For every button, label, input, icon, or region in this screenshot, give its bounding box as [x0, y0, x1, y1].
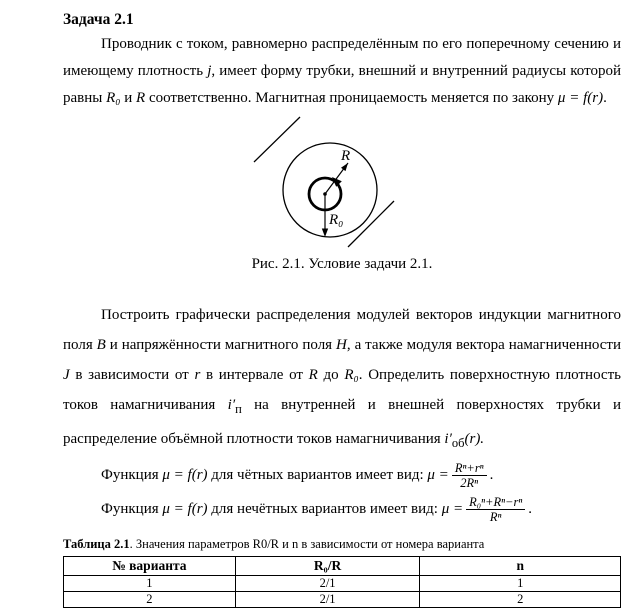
table-row	[64, 576, 621, 592]
table-header-variant: № варианта	[64, 557, 236, 576]
text-run: Функция	[101, 501, 163, 517]
math-var-R: R	[136, 90, 146, 106]
text-run: Проводник с током, равномерно распределённым по его поперечному сечению и имеющему плотность	[63, 36, 621, 79]
math-expression-mu: μ = f(r)	[162, 467, 208, 483]
text-run: до	[317, 367, 345, 383]
table-caption-label: Таблица 2.1	[63, 537, 130, 551]
text-run: , а также модуля вектора намагниченности	[346, 337, 621, 353]
table-cell: 1	[64, 576, 236, 592]
table-header-row	[64, 557, 621, 576]
text-run: соответственно. Магнитная проницаемость меняется по закону	[145, 90, 558, 106]
paragraph-task	[63, 300, 621, 458]
label-R: R	[341, 148, 351, 164]
math-var-B: B	[96, 337, 106, 353]
text-run: и	[120, 90, 137, 106]
math-var-j: j	[207, 63, 212, 79]
variants-table	[63, 556, 621, 608]
fraction-denominator: 2Rⁿ	[460, 476, 479, 491]
math-var-R: R	[308, 367, 318, 383]
text-run: Построить графически распределения модулей векторов индукции магнитного поля	[63, 307, 621, 353]
text-run: и напряжённости магнитного поля	[105, 337, 337, 353]
figure-caption: Рис. 2.1. Условие задачи 2.1.	[251, 256, 433, 272]
math-var-H: H	[336, 337, 347, 353]
math-var-J: J	[63, 367, 70, 383]
figure-drawing	[238, 116, 428, 251]
table-caption	[63, 536, 621, 552]
formula-even-variants	[101, 458, 621, 492]
math-mu-equals: μ =	[441, 501, 464, 517]
math-var-r: r	[194, 367, 201, 383]
math-mu-equals: μ =	[427, 467, 449, 483]
text-run: в интервале от	[200, 367, 309, 383]
table-cell: 1	[420, 576, 621, 592]
math-var-i-volume: i′	[444, 431, 452, 447]
paragraph-problem-statement	[63, 31, 621, 112]
text-run: , имеет форму трубки, внешний и внутренний радиусы которой равны	[63, 63, 621, 106]
math-expression-mu: μ = f(r)	[557, 90, 604, 106]
text-run: для чётных вариантов имеет вид:	[207, 467, 428, 483]
text-run: для нечётных вариантов имеет вид:	[207, 501, 442, 517]
math-var-i-volume-arg: (r).	[464, 431, 485, 447]
math-var-i-surface: i′	[227, 397, 236, 413]
text-run: .	[603, 90, 607, 106]
text-run: .	[489, 467, 494, 483]
math-expression-mu: μ = f(r)	[162, 501, 208, 517]
table-caption-text: . Значения параметров R0/R и n в зависимости от номера варианта	[129, 537, 485, 551]
table-cell: 2	[420, 592, 621, 608]
math-sub-ob: об	[451, 436, 465, 450]
text-run: .	[528, 501, 533, 517]
table-row	[64, 592, 621, 608]
text-run: на внутренней и внешней поверхностях трубки и распределение объёмной плотности токов намагничивания	[63, 397, 621, 447]
fraction-numerator: Rⁿ+rⁿ	[452, 461, 487, 476]
table-header-n: n	[420, 557, 621, 576]
text-run: в зависимости от	[69, 367, 195, 383]
math-var-R0: R₀	[106, 90, 121, 106]
table-cell: 2/1	[235, 592, 420, 608]
table-cell: 2/1	[235, 576, 420, 592]
math-sub-p: п	[235, 402, 242, 416]
fraction-odd	[466, 495, 525, 525]
radius-R0-arrowhead	[322, 229, 328, 238]
table-header-r0r: R₀/R	[235, 557, 420, 576]
formula-odd-variants	[101, 492, 621, 526]
problem-title: Задача 2.1	[63, 11, 134, 28]
tangent-line-bottom-right	[348, 201, 394, 247]
radius-R-arrowhead	[341, 163, 348, 171]
label-R0: R₀	[329, 212, 344, 228]
fraction-even	[452, 461, 487, 491]
tangent-line-top-left	[254, 117, 300, 162]
table-cell: 2	[64, 592, 236, 608]
figure-2-1	[63, 116, 621, 252]
fraction-denominator: Rⁿ	[489, 510, 502, 525]
text-run: Функция	[101, 467, 163, 483]
text-run: . Определить поверхностную плотность токов намагничивания	[63, 367, 621, 413]
fraction-numerator: R₀ⁿ+Rⁿ−rⁿ	[466, 495, 525, 510]
math-var-R0: R₀	[344, 367, 359, 383]
